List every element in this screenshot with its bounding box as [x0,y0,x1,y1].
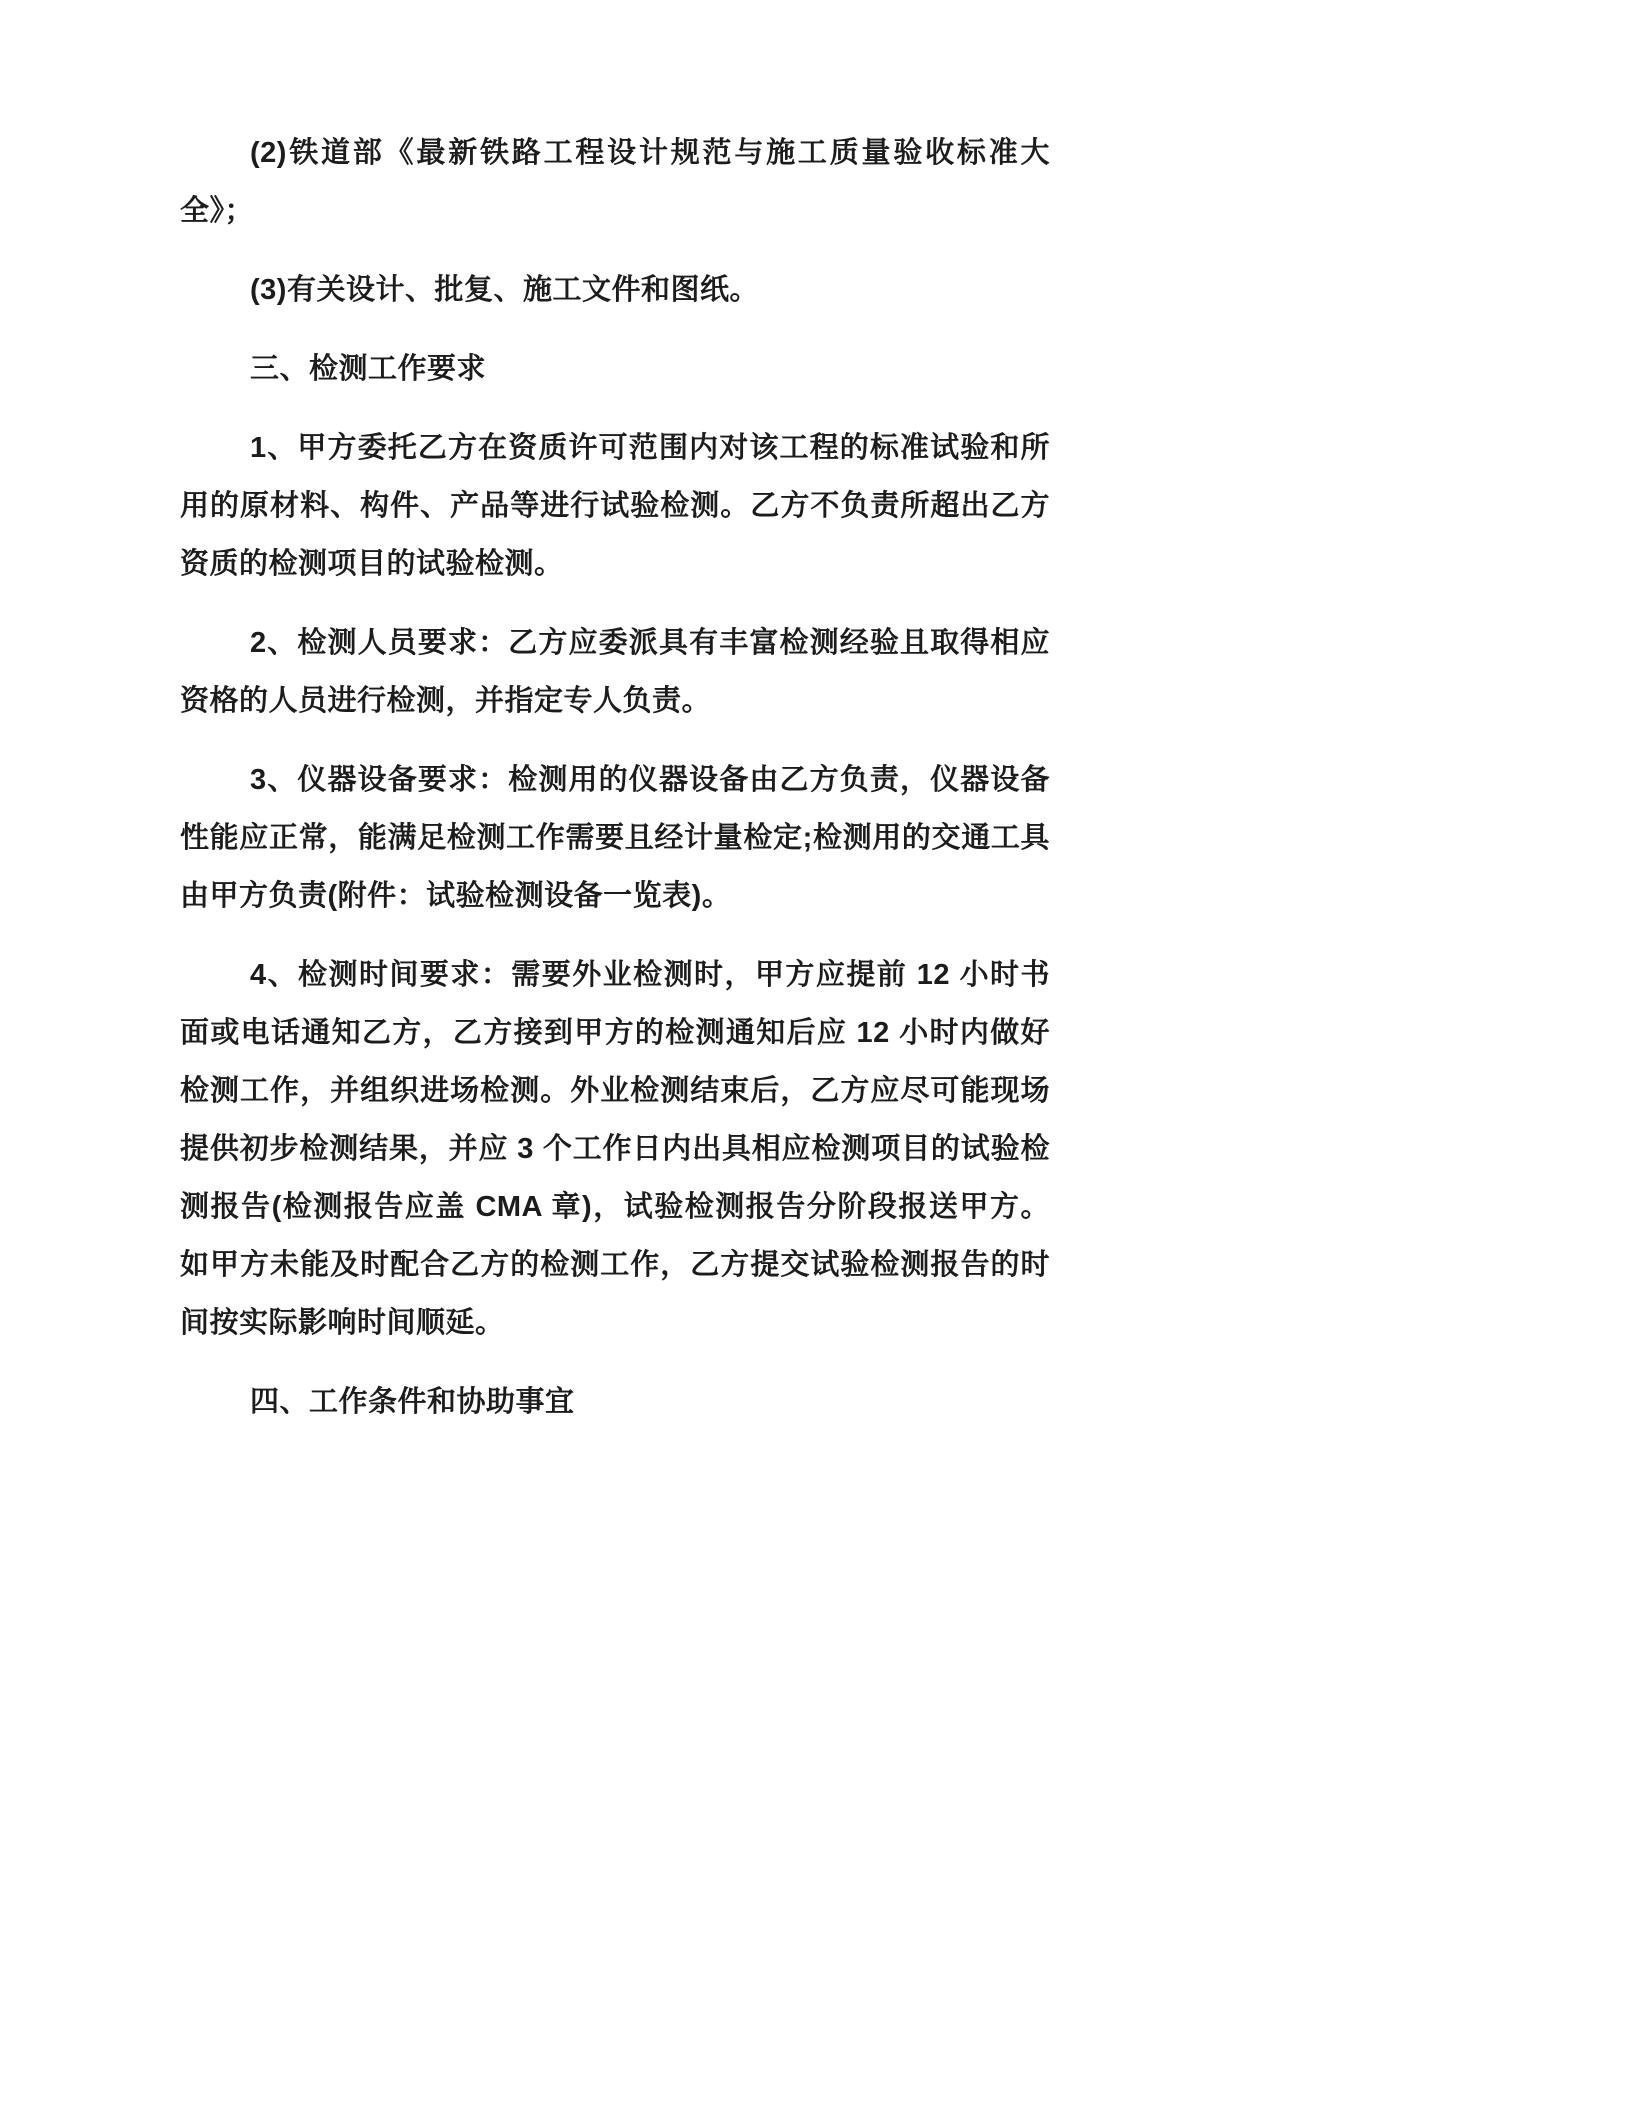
clause-item-2: (2)铁道部《最新铁路工程设计规范与施工质量验收标准大全》； [180,137,1050,227]
document-content [180,124,1050,1452]
paragraph-item-1: 1、甲方委托乙方在资质许可范围内对该工程的标准试验和所用的原材料、构件、产品等进行试验检测。乙方不负责所超出乙方资质的检测项目的试验检测。 [180,432,1050,580]
paragraph-item-4: 4、检测时间要求：需要外业检测时，甲方应提前 12 小时书面或电话通知乙方，乙方接到甲方的检测通知后应 12 小时内做好检测工作，并组织进场检测。外业检测结束后，乙方应尽可能现场提供初步检测结果，并应 3 个工作日内出具相应检测项目的试验检测报告(检测报告应盖 CMA 章)，试验检测报告分阶段报送甲方。如甲方未能及时配合乙方的检测工作，乙方提交试验检测报告的时间按实际影响时间顺延。 [180,959,1050,1339]
paragraph-item-3: 3、仪器设备要求：检测用的仪器设备由乙方负责，仪器设备性能应正常，能满足检测工作需要且经计量检定;检测用的交通工具由甲方负责(附件：试验检测设备一览表)。 [180,764,1050,912]
section-heading-four: 四、工作条件和协助事宜 [250,1386,575,1418]
section-heading-three: 三、检测工作要求 [250,353,487,385]
clause-item-3: (3)有关设计、批复、施工文件和图纸。 [250,274,759,306]
paragraph-item-2: 2、检测人员要求：乙方应委派具有丰富检测经验且取得相应资格的人员进行检测，并指定专人负责。 [180,627,1050,717]
